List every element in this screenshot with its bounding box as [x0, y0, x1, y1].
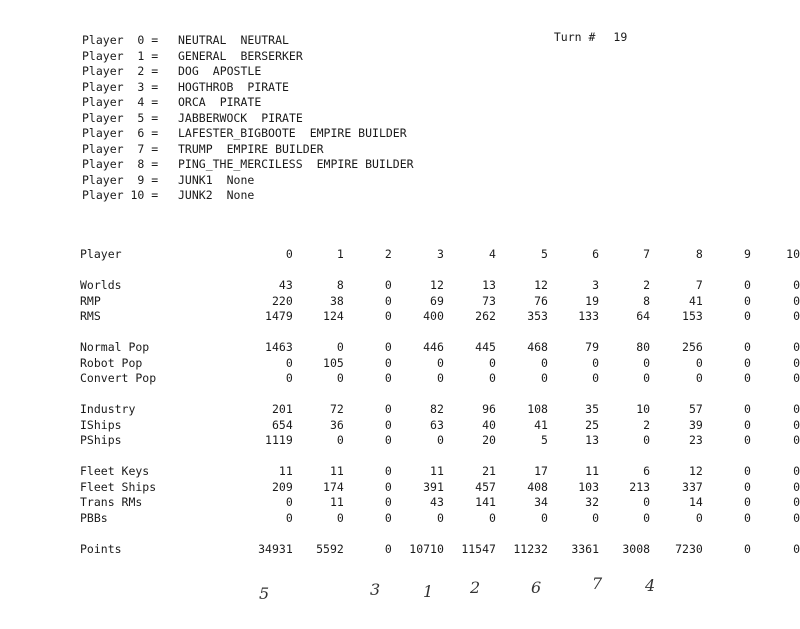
stat-cell: 63 [430, 417, 444, 432]
stat-cell: 11 [430, 464, 444, 478]
stat-cell: 0 [793, 355, 800, 370]
stat-cell: 11 [329, 495, 344, 509]
stat-cell: 0 [384, 278, 392, 292]
stat-cell: 41 [688, 293, 703, 308]
player-name: DOG [178, 64, 199, 78]
stat-row [80, 402, 800, 418]
stat-row [80, 542, 800, 558]
stat-cell: 220 [271, 293, 293, 308]
stat-cell: 0 [384, 541, 392, 556]
stat-cell: 35 [585, 402, 600, 416]
player-name: TRUMP [178, 141, 213, 156]
stat-cell: 0 [743, 402, 751, 416]
stat-cell: 10710 [409, 541, 444, 556]
stat-cell: 1479 [265, 309, 293, 323]
stat-cell: 39 [688, 417, 703, 432]
stat-cell: 262 [475, 309, 496, 323]
stat-cell: 0 [436, 355, 444, 370]
stat-cell: 0 [592, 510, 600, 525]
stat-cell: 1 [336, 247, 344, 261]
stat-cell: 0 [643, 371, 651, 385]
stat-cell: 6 [592, 247, 600, 261]
spacer-row [80, 526, 800, 542]
stat-cell: 108 [527, 402, 548, 416]
stat-cell: 41 [534, 417, 548, 432]
player-row [82, 49, 414, 65]
row-label: Fleet Keys [80, 464, 150, 478]
stat-cell: 391 [423, 479, 444, 494]
player-name: HOGTHROB [178, 79, 234, 94]
stat-cell: 72 [329, 402, 344, 416]
handwritten-rank: 2 [470, 578, 481, 597]
stat-cell: 1119 [265, 433, 293, 447]
player-row [82, 80, 414, 96]
player-name: PING_THE_MERCILESS [178, 157, 303, 171]
row-label: PBBs [80, 510, 108, 525]
stat-cell: 43 [430, 495, 444, 509]
row-label: Trans RMs [80, 495, 143, 509]
stat-cell: 3 [592, 278, 600, 292]
player-type: NEUTRAL [240, 33, 289, 47]
player-row [82, 142, 414, 158]
stat-cell: 0 [336, 371, 344, 385]
stat-cell: 0 [743, 510, 751, 525]
stat-cell: 0 [285, 355, 293, 370]
stat-cell: 5 [541, 433, 548, 447]
player-row [82, 126, 414, 142]
player-type: EMPIRE BUILDER [309, 126, 407, 140]
stat-cell: 21 [482, 464, 496, 478]
stat-cell: 0 [793, 340, 800, 354]
player-name: GENERAL [178, 48, 227, 63]
row-label: Fleet Ships [80, 479, 157, 494]
stat-cell: 133 [578, 309, 600, 323]
player-name: LAFESTER_BIGBOOTE [178, 126, 296, 140]
stat-cell: 23 [688, 433, 703, 447]
stat-cell: 1463 [265, 340, 293, 354]
stat-cell: 38 [329, 293, 344, 308]
stat-cell: 0 [695, 371, 703, 385]
stat-cell: 3008 [622, 541, 651, 556]
stat-cell: 57 [688, 402, 703, 416]
stat-cell: 0 [384, 417, 392, 432]
row-label: Normal Pop [80, 340, 150, 354]
stat-cell: 0 [743, 355, 751, 370]
stat-row [80, 418, 800, 434]
stat-cell: 7 [695, 278, 703, 292]
stat-cell: 0 [384, 402, 392, 416]
stat-cell: 36 [329, 417, 344, 432]
player-label: Player 9 = [82, 172, 159, 187]
stat-cell: 0 [643, 510, 651, 525]
stat-cell: 0 [743, 309, 751, 323]
player-name: JUNK2 [178, 188, 213, 202]
player-type: PIRATE [219, 95, 262, 109]
stat-cell: 2 [384, 247, 392, 261]
stat-cell: 0 [743, 293, 751, 308]
header-row [80, 247, 800, 263]
player-row [82, 33, 414, 49]
player-label: Player 4 = [82, 95, 159, 109]
stat-cell: 0 [384, 495, 392, 509]
stat-cell: 40 [482, 417, 496, 432]
stat-cell: 209 [271, 479, 293, 494]
stat-cell: 0 [592, 371, 600, 385]
stat-cell: 80 [636, 340, 651, 354]
row-label: Points [80, 541, 122, 556]
stat-cell: 103 [578, 479, 600, 494]
stat-cell: 445 [475, 340, 496, 354]
player-type: BERSERKER [240, 48, 303, 63]
player-row [82, 188, 414, 204]
stat-cell: 0 [793, 417, 800, 432]
stat-cell: 10 [636, 402, 651, 416]
stat-cell: 7230 [675, 541, 703, 556]
row-label: Robot Pop [80, 355, 143, 370]
player-row [82, 111, 414, 127]
stat-row [80, 278, 800, 294]
stat-cell: 0 [384, 433, 392, 447]
stat-cell: 0 [436, 371, 444, 385]
player-type: APOSTLE [212, 64, 262, 78]
stat-cell: 12 [688, 464, 703, 478]
stat-cell: 43 [278, 278, 293, 292]
spacer-row [80, 449, 800, 465]
stat-cell: 0 [643, 433, 651, 447]
stat-cell: 0 [695, 355, 703, 370]
stat-row [80, 340, 800, 356]
stat-cell: 0 [793, 433, 800, 447]
player-name: JUNK1 [178, 172, 213, 187]
stat-cell: 20 [482, 433, 496, 447]
stat-cell: 0 [793, 371, 800, 385]
handwritten-rank: 7 [592, 574, 603, 593]
turn-label: Turn # [553, 30, 596, 44]
player-label: Player 1 = [82, 48, 159, 63]
stat-row [80, 294, 800, 310]
stat-cell: 8 [643, 293, 651, 308]
stat-cell: 64 [636, 309, 651, 323]
stat-cell: 0 [285, 371, 293, 385]
stat-cell: 446 [423, 340, 444, 354]
stat-cell: 408 [527, 479, 548, 494]
stat-cell: 0 [489, 355, 496, 370]
stat-row [80, 464, 800, 480]
stat-row [80, 511, 800, 527]
stat-cell: 25 [585, 417, 600, 432]
player-label: Player 7 = [82, 141, 159, 156]
stat-cell: 11232 [513, 541, 548, 556]
stat-cell: 0 [541, 510, 548, 525]
stat-row [80, 309, 800, 325]
stat-row [80, 495, 800, 511]
stat-cell: 0 [384, 293, 392, 308]
stat-cell: 6 [643, 464, 651, 478]
turn-number: 19 [613, 30, 628, 44]
player-label: Player 6 = [82, 126, 159, 140]
player-stats-table [80, 247, 800, 557]
stat-cell: 0 [541, 371, 548, 385]
row-label: Convert Pop [80, 371, 157, 385]
stat-cell: 4 [489, 247, 496, 261]
stat-cell: 34931 [258, 541, 293, 556]
stat-cell: 213 [629, 479, 651, 494]
row-label: PShips [80, 433, 122, 447]
stat-cell: 0 [336, 340, 344, 354]
handwritten-rank: 1 [423, 582, 434, 601]
handwritten-rank: 6 [531, 578, 542, 597]
stat-cell: 141 [475, 495, 496, 509]
stat-cell: 0 [336, 433, 344, 447]
stat-cell: 3361 [571, 541, 600, 556]
stat-cell: 201 [271, 402, 293, 416]
stat-cell: 0 [336, 510, 344, 525]
spacer-row [80, 263, 800, 279]
player-label: Player 10 = [82, 188, 159, 202]
stat-cell: 3 [436, 247, 444, 261]
player-name: ORCA [178, 95, 206, 109]
player-type: None [226, 188, 255, 202]
stat-cell: 76 [534, 293, 548, 308]
stat-cell: 0 [793, 309, 800, 323]
stat-cell: 0 [743, 433, 751, 447]
stat-cell: 0 [743, 464, 751, 478]
stat-cell: 0 [793, 541, 800, 556]
stat-cell: 0 [743, 371, 751, 385]
player-type: PIRATE [247, 79, 289, 94]
stat-cell: 11 [278, 464, 293, 478]
stat-cell: 0 [743, 495, 751, 509]
player-type: PIRATE [261, 110, 303, 125]
stat-cell: 124 [323, 309, 344, 323]
stat-cell: 9 [743, 247, 751, 261]
spacer-row [80, 387, 800, 403]
stat-cell: 11 [585, 464, 600, 478]
player-row [82, 64, 414, 80]
stat-cell: 0 [285, 510, 293, 525]
stat-cell: 256 [682, 340, 703, 354]
handwritten-rank: 5 [259, 584, 270, 603]
stat-cell: 0 [285, 495, 293, 509]
row-label: IShips [80, 417, 122, 432]
player-label: Player 8 = [82, 157, 159, 171]
row-label: Player [80, 247, 122, 261]
stat-cell: 13 [482, 278, 496, 292]
stat-cell: 457 [475, 479, 496, 494]
stat-cell: 0 [793, 510, 800, 525]
stat-cell: 11 [329, 464, 344, 478]
player-label: Player 3 = [82, 79, 159, 94]
stat-cell: 0 [743, 479, 751, 494]
stat-cell: 0 [743, 417, 751, 432]
stat-cell: 0 [793, 495, 800, 509]
stat-cell: 0 [384, 464, 392, 478]
stat-cell: 0 [793, 464, 800, 478]
player-label: Player 2 = [82, 64, 159, 78]
stat-cell: 0 [384, 479, 392, 494]
stat-cell: 0 [743, 340, 751, 354]
stat-cell: 400 [423, 309, 444, 323]
stat-cell: 174 [323, 479, 344, 494]
stat-cell: 13 [585, 433, 600, 447]
spacer-row [80, 325, 800, 341]
row-label: Industry [80, 402, 136, 416]
stat-row [80, 356, 800, 372]
stat-row [80, 371, 800, 387]
stat-cell: 12 [430, 278, 444, 292]
stat-cell: 69 [430, 293, 444, 308]
stat-cell: 8 [336, 278, 344, 292]
stat-row [80, 480, 800, 496]
stat-cell: 0 [489, 371, 496, 385]
stat-cell: 32 [585, 495, 600, 509]
stat-cell: 0 [384, 309, 392, 323]
stat-cell: 0 [643, 355, 651, 370]
stat-cell: 0 [436, 510, 444, 525]
stat-cell: 0 [793, 278, 800, 292]
stat-cell: 0 [285, 247, 293, 261]
stat-cell: 353 [527, 309, 548, 323]
stat-cell: 0 [436, 433, 444, 447]
stat-cell: 0 [384, 510, 392, 525]
row-label: RMP [80, 293, 101, 308]
stat-cell: 79 [585, 340, 600, 354]
stat-cell: 2 [643, 278, 651, 292]
stat-cell: 5592 [316, 541, 344, 556]
stat-row [80, 433, 800, 449]
player-name: JABBERWOCK [178, 110, 248, 125]
stat-cell: 105 [323, 355, 344, 370]
stat-cell: 0 [793, 293, 800, 308]
stat-cell: 468 [527, 340, 548, 354]
player-row [82, 173, 414, 189]
stat-cell: 0 [541, 355, 548, 370]
player-row [82, 157, 414, 173]
stat-cell: 0 [489, 510, 496, 525]
stat-cell: 337 [682, 479, 703, 494]
stat-cell: 96 [482, 402, 496, 416]
turn-indicator [540, 16, 627, 44]
stat-cell: 0 [743, 541, 751, 556]
stat-cell: 8 [695, 247, 703, 261]
stat-cell: 2 [643, 417, 651, 432]
stat-cell: 34 [534, 495, 548, 509]
stat-cell: 654 [271, 417, 293, 432]
stat-cell: 19 [585, 293, 600, 308]
player-name: NEUTRAL [178, 33, 227, 47]
stat-cell: 14 [688, 495, 703, 509]
stat-cell: 0 [592, 355, 600, 370]
stat-cell: 7 [643, 247, 651, 261]
stat-cell: 12 [534, 278, 548, 292]
player-label: Player 0 = [82, 33, 159, 47]
stat-cell: 0 [643, 495, 651, 509]
handwritten-rank: 4 [645, 576, 656, 595]
stat-cell: 73 [482, 293, 496, 308]
player-type: None [226, 172, 255, 187]
player-list [82, 33, 414, 204]
stat-cell: 153 [682, 309, 703, 323]
player-type: EMPIRE BUILDER [316, 157, 414, 171]
stat-cell: 0 [384, 371, 392, 385]
stat-cell: 0 [384, 355, 392, 370]
stat-cell: 10 [786, 247, 800, 261]
stat-cell: 5 [541, 247, 548, 261]
stat-cell: 17 [534, 464, 548, 478]
player-label: Player 5 = [82, 110, 159, 125]
stat-cell: 11547 [461, 541, 496, 556]
stat-cell: 0 [384, 340, 392, 354]
player-row [82, 95, 414, 111]
stat-cell: 0 [743, 278, 751, 292]
row-label: RMS [80, 309, 101, 323]
stat-cell: 0 [793, 479, 800, 494]
stat-cell: 0 [695, 510, 703, 525]
row-label: Worlds [80, 278, 122, 292]
stat-cell: 0 [793, 402, 800, 416]
player-type: EMPIRE BUILDER [226, 141, 324, 156]
stat-cell: 82 [430, 402, 444, 416]
handwritten-rank: 3 [370, 580, 381, 599]
